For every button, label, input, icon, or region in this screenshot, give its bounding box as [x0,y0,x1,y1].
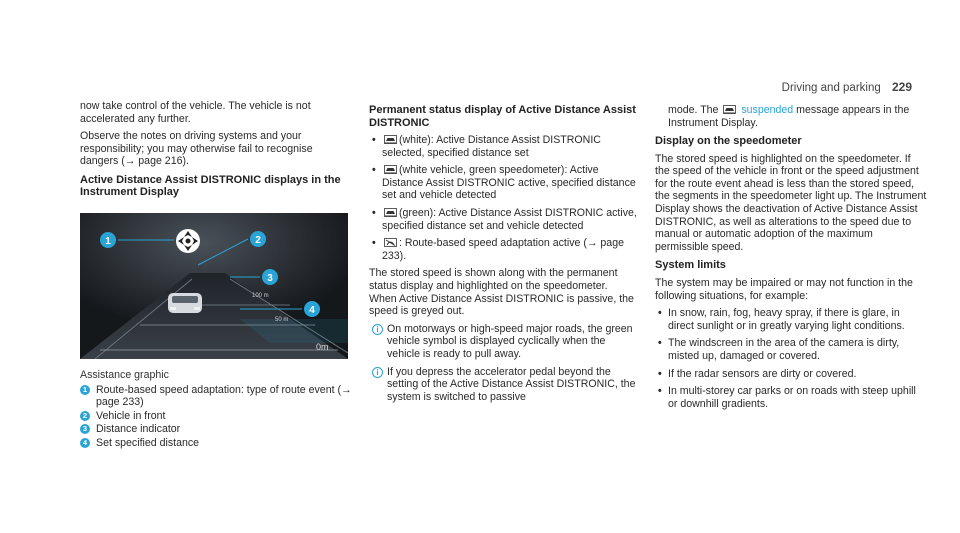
svg-text:2: 2 [255,234,261,246]
distronic-car-icon [384,208,397,217]
paragraph: now take control of the vehicle. The vehicle is not accelerated any further. [80,100,311,125]
limits-list [655,307,927,410]
legend-item [80,410,352,423]
section-heading: Permanent status display of Active Distance Assist DISTRONIC [369,104,636,129]
info-icon: i [372,324,383,335]
section-heading: System limits [655,259,726,272]
list-item [369,207,637,232]
paragraph: The stored speed is shown along with the permanent status display and highlighted on the speedometer. When Active Distance Assist DISTRONIC is passive, the speed is greyed out. [369,267,634,318]
list-item: • In multi-storey car parks or on roads with steep uphill or downhill gradients. [655,385,927,410]
svg-text:1: 1 [105,235,111,247]
suspended-status: suspended [741,104,794,116]
callout-marker-1 [100,232,116,248]
status-list [369,134,637,262]
distance-label-100: 100 m [252,292,269,299]
section-heading: Active Distance Assist DISTRONIC displays in the Instrument Display [80,173,341,199]
distance-label-50: 50 m [275,316,289,323]
list-item-text: : Route-based speed adaptation active (→ page 233). [382,237,624,262]
list-item-text: (white): Active Distance Assist DISTRONIC selected, specified distance set [382,134,601,159]
legend-number: 4 [80,438,90,448]
callout-marker-4 [304,301,320,317]
column-middle [369,100,637,408]
vehicle-in-front-icon [168,293,202,313]
info-note [369,323,637,361]
distance-label-0: 0m [316,341,329,352]
page-number: 229 [891,80,912,94]
note-text: On motorways or high-speed major roads, the green vehicle symbol is displayed cyclically when the vehicle is ready to pull away. [387,322,633,360]
section-heading: Display on the speedometer [655,135,802,148]
distronic-car-icon [723,105,736,114]
distronic-car-icon [384,165,397,174]
paragraph: Observe the notes on driving systems and your responsibility; you may otherwise fail to recognise dangers (→ page 216). [80,130,313,168]
route-event-icon [176,229,200,253]
list-item [369,134,637,159]
section-title: Driving and parking [781,82,881,94]
legend-text: Route-based speed adaptation: type of route event (→ page 233) [96,383,352,409]
legend-item [80,437,352,450]
column-right [655,104,927,415]
legend-number: 1 [80,385,90,395]
list-item: • In snow, rain, fog, heavy spray, if there is glare, in direct sunlight or in greatly varying light conditions. [655,307,927,332]
legend-text: Vehicle in front [96,409,166,422]
legend-text: Distance indicator [96,423,181,436]
legend-text: Set specified distance [96,436,200,449]
list-item: • The windscreen in the area of the camera is dirty, misted up, damaged or covered. [655,337,927,362]
paragraph-continued [655,104,927,129]
legend-number: 3 [80,424,90,434]
text-span: mode. The [668,104,719,116]
svg-text:3: 3 [267,272,273,284]
figure-caption: Assistance graphic [80,368,169,381]
legend-item [80,384,352,409]
legend-item [80,423,352,436]
legend-number: 2 [80,411,90,421]
paragraph: The stored speed is highlighted on the speedometer. If the speed of the vehicle in front or the speed adjustment for the route event ahead is less than the stored speed, the segments in the speedometer light up. The Instrument Display shows the deactivation of Active Distance Assist DISTRONIC, as well as alterations to the speed due to manual or automatic adoption of the maximum permissible speed. [655,152,927,253]
paragraph: The system may be impaired or may not function in the following situations, for example: [655,276,913,302]
svg-text:4: 4 [309,304,315,316]
info-note [369,366,637,404]
assistance-graphic [80,213,348,359]
page-header [782,80,912,94]
note-text: If you depress the accelerator pedal beyond the setting of the Active Distance Assist DISTRONIC, the system is switched to passive [387,365,636,403]
callout-marker-3 [262,269,278,285]
callout-marker-2 [250,231,266,247]
info-icon: i [372,367,383,378]
list-item-text: (green): Active Distance Assist DISTRONIC active, specified distance set and vehicle detected [382,206,637,232]
list-item [369,164,637,202]
route-speed-icon [384,238,397,247]
column-left [80,100,352,451]
list-item [369,237,637,262]
distronic-car-icon [384,135,397,144]
list-item-text: (white vehicle, green speedometer): Active Distance Assist DISTRONIC active, specified distance set and vehicle detected [382,164,636,202]
list-item: • If the radar sensors are dirty or covered. [655,368,927,381]
text-span: message appears in the Instrument Display. [668,104,910,129]
